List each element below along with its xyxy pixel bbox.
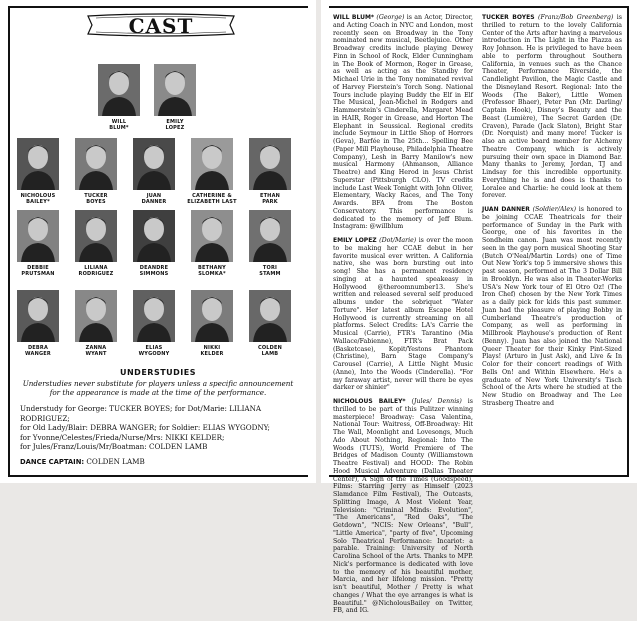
headshot-debbie bbox=[17, 210, 59, 262]
understudies-note: Understudies never substitute for players unless a specific announcement for the appearance is made at the time of the performance. bbox=[22, 379, 294, 397]
portrait-photo-icon bbox=[249, 210, 291, 262]
portrait-photo-icon bbox=[133, 210, 175, 262]
understudy-line: for Old Lady/Blair: DEBRA WANGER; for Soldier: ELIAS WYGODNY; bbox=[20, 423, 270, 433]
dance-captain bbox=[20, 457, 145, 466]
bio-column-left bbox=[333, 14, 473, 621]
headshot-tucker bbox=[75, 138, 117, 190]
page-title: CAST bbox=[128, 14, 194, 38]
cast-name-label: ETHAN PARK bbox=[259, 193, 281, 205]
portrait-photo-icon bbox=[17, 290, 59, 342]
bio-nicholous: NICHOLOUS BAILEY* (Jules/ Dennis) is thrilled to be part of this Pulitzer winning masterpiece! Broadway: Casa Valentina, National Tour: Waitress, Off-Broadway: Hit The Wall, Moonlight and Lovesongs, Much Ado About Nothing, Regional: Into The Woods (TUTS), World Premiere of The Bridges of Madison County (Williamstown Theatre Festival) and HOOD: The Robin Hood Musical Adventure (Dallas Theater Center), A Sign of the Times (Goodspeed), Films: Starring Jerry as Himself (2023 Slamdance Film Festival), The Outcasts, Splitting Image, A Most Violent Year, Television: "Criminal Minds: Evolution", "The Americans", "Red Oaks", "The Getdown", "NCIS: New Orleans", "Bull", "Little America", "party of five", Upcoming Solo Theatrical Performance: Incariot: a parable. Training: University of North Carolina School of the Arts. Thanks to MPP. Nick's performance is dedicated with love to the memory of his beautiful mother, Marcia, and her lifelong mission. "Pretty isn't beautiful, Mother / Pretty is what changes / What the eye arranges is what is Beautiful." @NicholousBailey on Twitter, FB, and IG. bbox=[333, 398, 473, 615]
portrait-photo-icon bbox=[17, 138, 59, 190]
cast-name-label: WILL BLUM* bbox=[109, 119, 129, 131]
headshot-tori bbox=[249, 210, 291, 262]
cast-name-label: TORI STAMM bbox=[259, 265, 281, 277]
headshot-emily bbox=[154, 64, 196, 116]
cast-name-label: CATHERINE & ELIZABETH LAST bbox=[187, 193, 237, 205]
cast-name-label: BETHANY SLOMKA* bbox=[198, 265, 226, 277]
portrait-photo-icon bbox=[249, 138, 291, 190]
understudy-line: for Jules/Franz/Louis/Mr/Boatman: COLDEN LAMB bbox=[20, 442, 208, 452]
bio-column-right bbox=[482, 14, 622, 414]
cast-name-label: COLDEN LAMB bbox=[257, 345, 283, 357]
headshot-liliana bbox=[75, 210, 117, 262]
right-page bbox=[321, 0, 637, 615]
portrait-photo-icon bbox=[154, 64, 196, 116]
dance-captain-name: COLDEN LAMB bbox=[86, 457, 145, 466]
cast-name-label: DEBBIE PRUTSMAN bbox=[21, 265, 55, 277]
portrait-photo-icon bbox=[133, 290, 175, 342]
left-page bbox=[0, 0, 316, 483]
dance-captain-label: DANCE CAPTAIN: bbox=[20, 458, 85, 466]
cast-name-label: ZANNA WYANT bbox=[85, 345, 107, 357]
cast-name-label: EMILY LOPEZ bbox=[165, 119, 185, 131]
cast-name-label: ELIAS WYGODNY bbox=[138, 345, 170, 357]
bio-emily: EMILY LOPEZ (Dot/Marie) is over the moon to be making her CCAE debut in her favorite musical ever written. A California native, she was born bursting out into song! She has a permanent residency singing at a haunted speakeasy in Hollywood @theroomnumber13. She's written and released several self produced albums under the sobriquet "Water Torture". Her latest album Escape Hotel Hollywood is currently streaming on all platforms. Select Credits: LA's Carrie the Musical (Carrie), FTR's Tarantino (Mia Wallace/Fabienne), FTR's Brat Pack (Basketcase), Kopit/Yestons Phantom (Christine), Barn Stage Company's Carousel (Carrie), A Little Night Music (Anne), Into the Woods (Cinderella). "For my faraway artist, never will there be eyes darker or shinier" bbox=[333, 237, 473, 392]
cast-name-label: DEANDRE SIMMONS bbox=[139, 265, 169, 277]
cast-name-label: TUCKER BOYES bbox=[84, 193, 108, 205]
headshot-will bbox=[98, 64, 140, 116]
cast-name-label: NICHOLOUS BAILEY* bbox=[20, 193, 56, 205]
headshot-elias bbox=[133, 290, 175, 342]
understudies-list bbox=[20, 404, 300, 452]
bio-tucker: TUCKER BOYES (Franz/Bob Greenberg) is thrilled to return to the lovely California Center of the Arts after having a marvelous introduction in The Light in the Piazza as Roy Johnson. He is privileged to have been able to perform throughout Southern California, in venues such as the Chance Theater, Performance Riverside, the Candlelight Pavilion, the Magic Castle and the Disneyland Resort. Regional: Into the Woods (The Baker), Little Women (Professor Bhaer), Peter Pan (Mr. Darling/ Captain Hook), Disney's Beauty and the Beast (Lumière), The Secret Garden (Dr. Craven), Parade (Jack Slaton), Bright Star (Dr. Norquist) and many more! Tucker is also an active board member for Alchemy Theatre Company, which is actively pursuing their own space in Diamond Bar. Many thanks to Jeremy, Jordan, TJ and Lindsay for this incredible opportunity. Everything he is and does is thanks to Loralee and Charlie: he could look at them forever. bbox=[482, 14, 622, 200]
bio-juan: JUAN DANNER (Soldier/Alex) is honored to be joining CCAE Theatricals for their performance of Sunday in the Park with George, one of his favorites in the Sondheim canon. Juan was most recently seen in the gay porn musical Shooting Star (Butch O'Neal/Martin Lords) one of Time Out New York's top 5 immersive shows this past season, performed at The 3 Dollar Bill in Brooklyn. He was also in Theater-Works USA's New York tour of El Otro Oz! (The Iron Chef) chosen by the New York Times as a daily pick for kids this past summer. Juan had the pleasure of playing Bobby in Cumberland Theatre's production of Company, as well as performing in Millbrook Playhouse's production of Rent (Benny). Juan has also joined the National Queer Theater for their Kinky Pint-Sized Plays! (Arturo in Just Ask), and Live & In Color for their concert readings of With Bells On! and Within Elsewhere. He's a graduate of New York University's Tisch School of the Arts where he studied at the New Studio on Broadway and The Lee Strasberg Theatre and bbox=[482, 206, 623, 407]
cast-name-label: LILIANA RODRIGUEZ bbox=[78, 265, 114, 277]
headshot-debra bbox=[17, 290, 59, 342]
headshot-juan bbox=[133, 138, 175, 190]
understudies-heading: UNDERSTUDIES bbox=[119, 368, 196, 377]
cast-name-label: NIKKI KELDER bbox=[200, 345, 224, 357]
headshot-nicholous bbox=[17, 138, 59, 190]
portrait-photo-icon bbox=[191, 138, 233, 190]
cast-banner bbox=[86, 12, 236, 38]
portrait-photo-icon bbox=[249, 290, 291, 342]
bio-will: WILL BLUM* (George) is an Actor, Director, and Acting Coach in NYC and London, most recently seen on Broadway in the Tony nominated new musical, Beetlejuice. Other Broadway credits include playing Dewey Finn in School of Rock, Elder Cunningham in The Book of Mormon, Roger in Grease, as well as acting as the Standby for Michael Urie in the Tony nominated revival of Harvey Fierstein's Torch Song. National Tours include playing Buddy the Elf in Elf The Musical, Jean-Michel in Rodgers and Hammerstein's Cinderella, Margaret Mead in HAIR, Roger in Grease, and Horton The Elephant in Seussical. Regional credits include Seymour in Little Shop of Horrors (Geva), Barfée in The 25th... Spelling Bee (Paper Mill Playhouse, Philadelphia Theatre Company), Lesh in Barry Manilow's new musical Harmony (Ahmanson, Alliance Theatre) and King Herod in Jesus Christ Superstar (Pittsburgh CLO). TV credits include Last Week Tonight with John Oliver, Elementary, Wacky Races, and The Tony Awards. BFA from The Boston Conservatory. This performance is dedicated to the memory of Jeff Blum. Instagram: @willblum bbox=[333, 14, 473, 231]
understudy-line: for Yvonne/Celestes/Frieda/Nurse/Mrs: NIKKI KELDER; bbox=[20, 432, 225, 442]
portrait-photo-icon bbox=[191, 290, 233, 342]
portrait-photo-icon bbox=[133, 138, 175, 190]
headshot-ethan bbox=[249, 138, 291, 190]
headshot-nikki bbox=[191, 290, 233, 342]
portrait-photo-icon bbox=[191, 210, 233, 262]
headshot-colden bbox=[249, 290, 291, 342]
cast-name-label: DEBRA WANGER bbox=[25, 345, 51, 357]
portrait-photo-icon bbox=[75, 290, 117, 342]
portrait-photo-icon bbox=[75, 210, 117, 262]
portrait-photo-icon bbox=[98, 64, 140, 116]
headshot-deandre bbox=[133, 210, 175, 262]
headshot-zanna bbox=[75, 290, 117, 342]
headshot-bethany bbox=[191, 210, 233, 262]
understudy-line: Understudy for George: TUCKER BOYES; for Dot/Marie: LILIANA RODRIGUEZ; bbox=[20, 404, 262, 423]
portrait-photo-icon bbox=[17, 210, 59, 262]
portrait-photo-icon bbox=[75, 138, 117, 190]
headshot-catherine bbox=[191, 138, 233, 190]
cast-name-label: JUAN DANNER bbox=[141, 193, 167, 205]
